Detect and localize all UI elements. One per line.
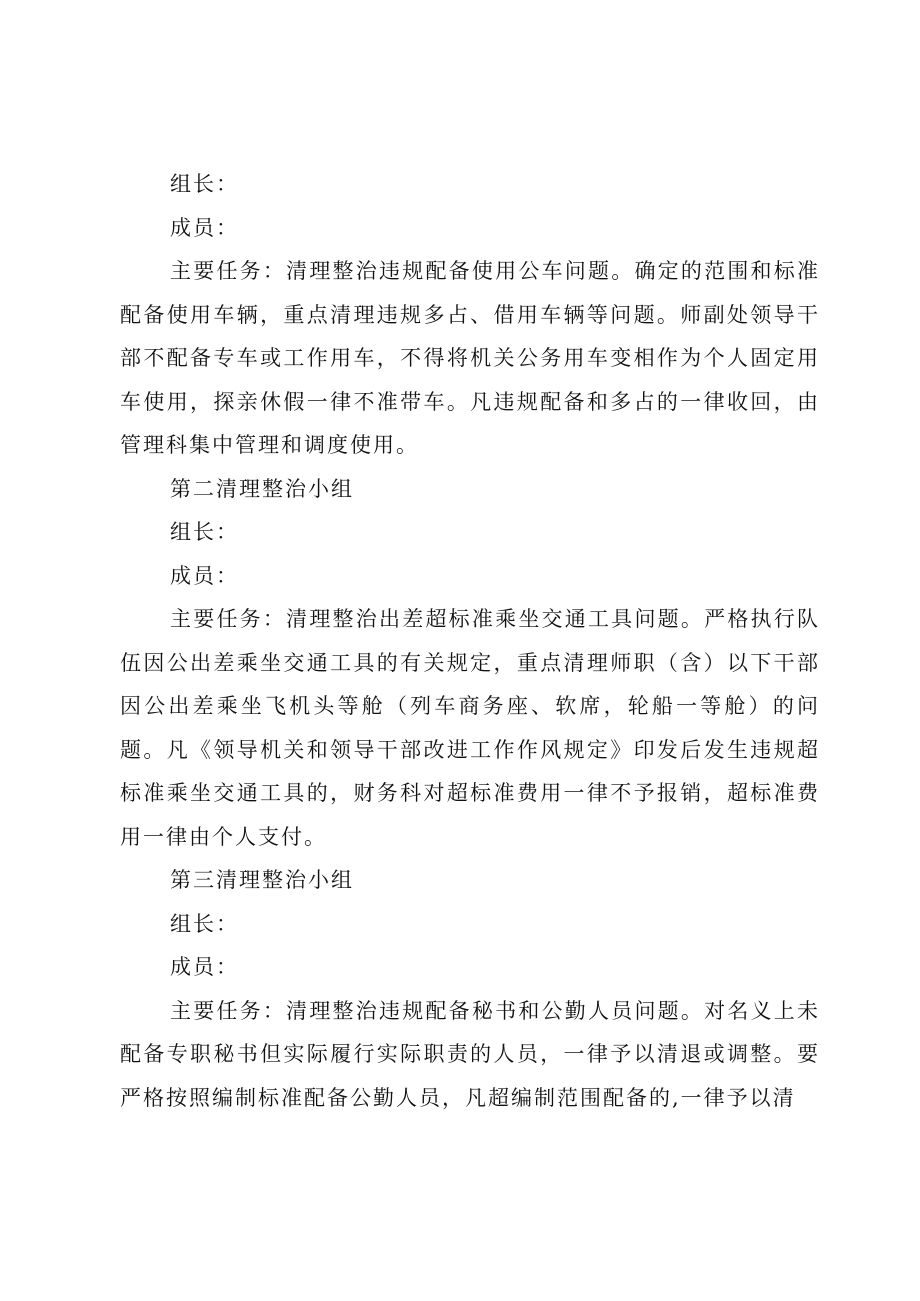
- group1-leader-line: 组长：: [170, 172, 239, 196]
- group3-heading: 第三清理整治小组: [170, 868, 354, 892]
- group3-members-line: 成员：: [170, 955, 239, 979]
- group2-members-line: 成员：: [170, 563, 239, 588]
- group2-leader-line: 组长：: [170, 520, 239, 544]
- group3-task-paragraph: 主要任务：清理整治违规配备秘书和公勤人员问题。对名义上未配备专职秘书但实际履行实际职责的人员，一律予以清退或调整。要严格按照编制标准配备公勤人员，凡超编制范围配备的,一律予以清: [120, 998, 820, 1110]
- group1-members-line: 成员：: [170, 215, 239, 240]
- document-body: [120, 163, 820, 1120]
- group3-leader-line: 组长：: [170, 911, 239, 936]
- group1-task-paragraph: 主要任务：清理整治违规配备使用公车问题。确定的范围和标准配备使用车辆，重点清理违规多占、借用车辆等问题。师副处领导干部不配备专车或工作用车，不得将机关公务用车变相作为个人固定用车使用，探亲休假一律不准带车。凡违规配备和多占的一律收回，由管理科集中管理和调度使用。: [120, 259, 820, 457]
- group2-heading: 第二清理整治小组: [170, 476, 354, 501]
- group2-task-paragraph: 主要任务：清理整治出差超标准乘坐交通工具问题。严格执行队伍因公出差乘坐交通工具的有关规定，重点清理师职（含）以下干部因公出差乘坐飞机头等舱（列车商务座、软席，轮船一等舱）的问题。凡《领导机关和领导干部改进工作作风规定》印发后发生违规超标准乘坐交通工具的，财务科对超标准费用一律不予报销，超标准费用一律由个人支付。: [120, 607, 820, 849]
